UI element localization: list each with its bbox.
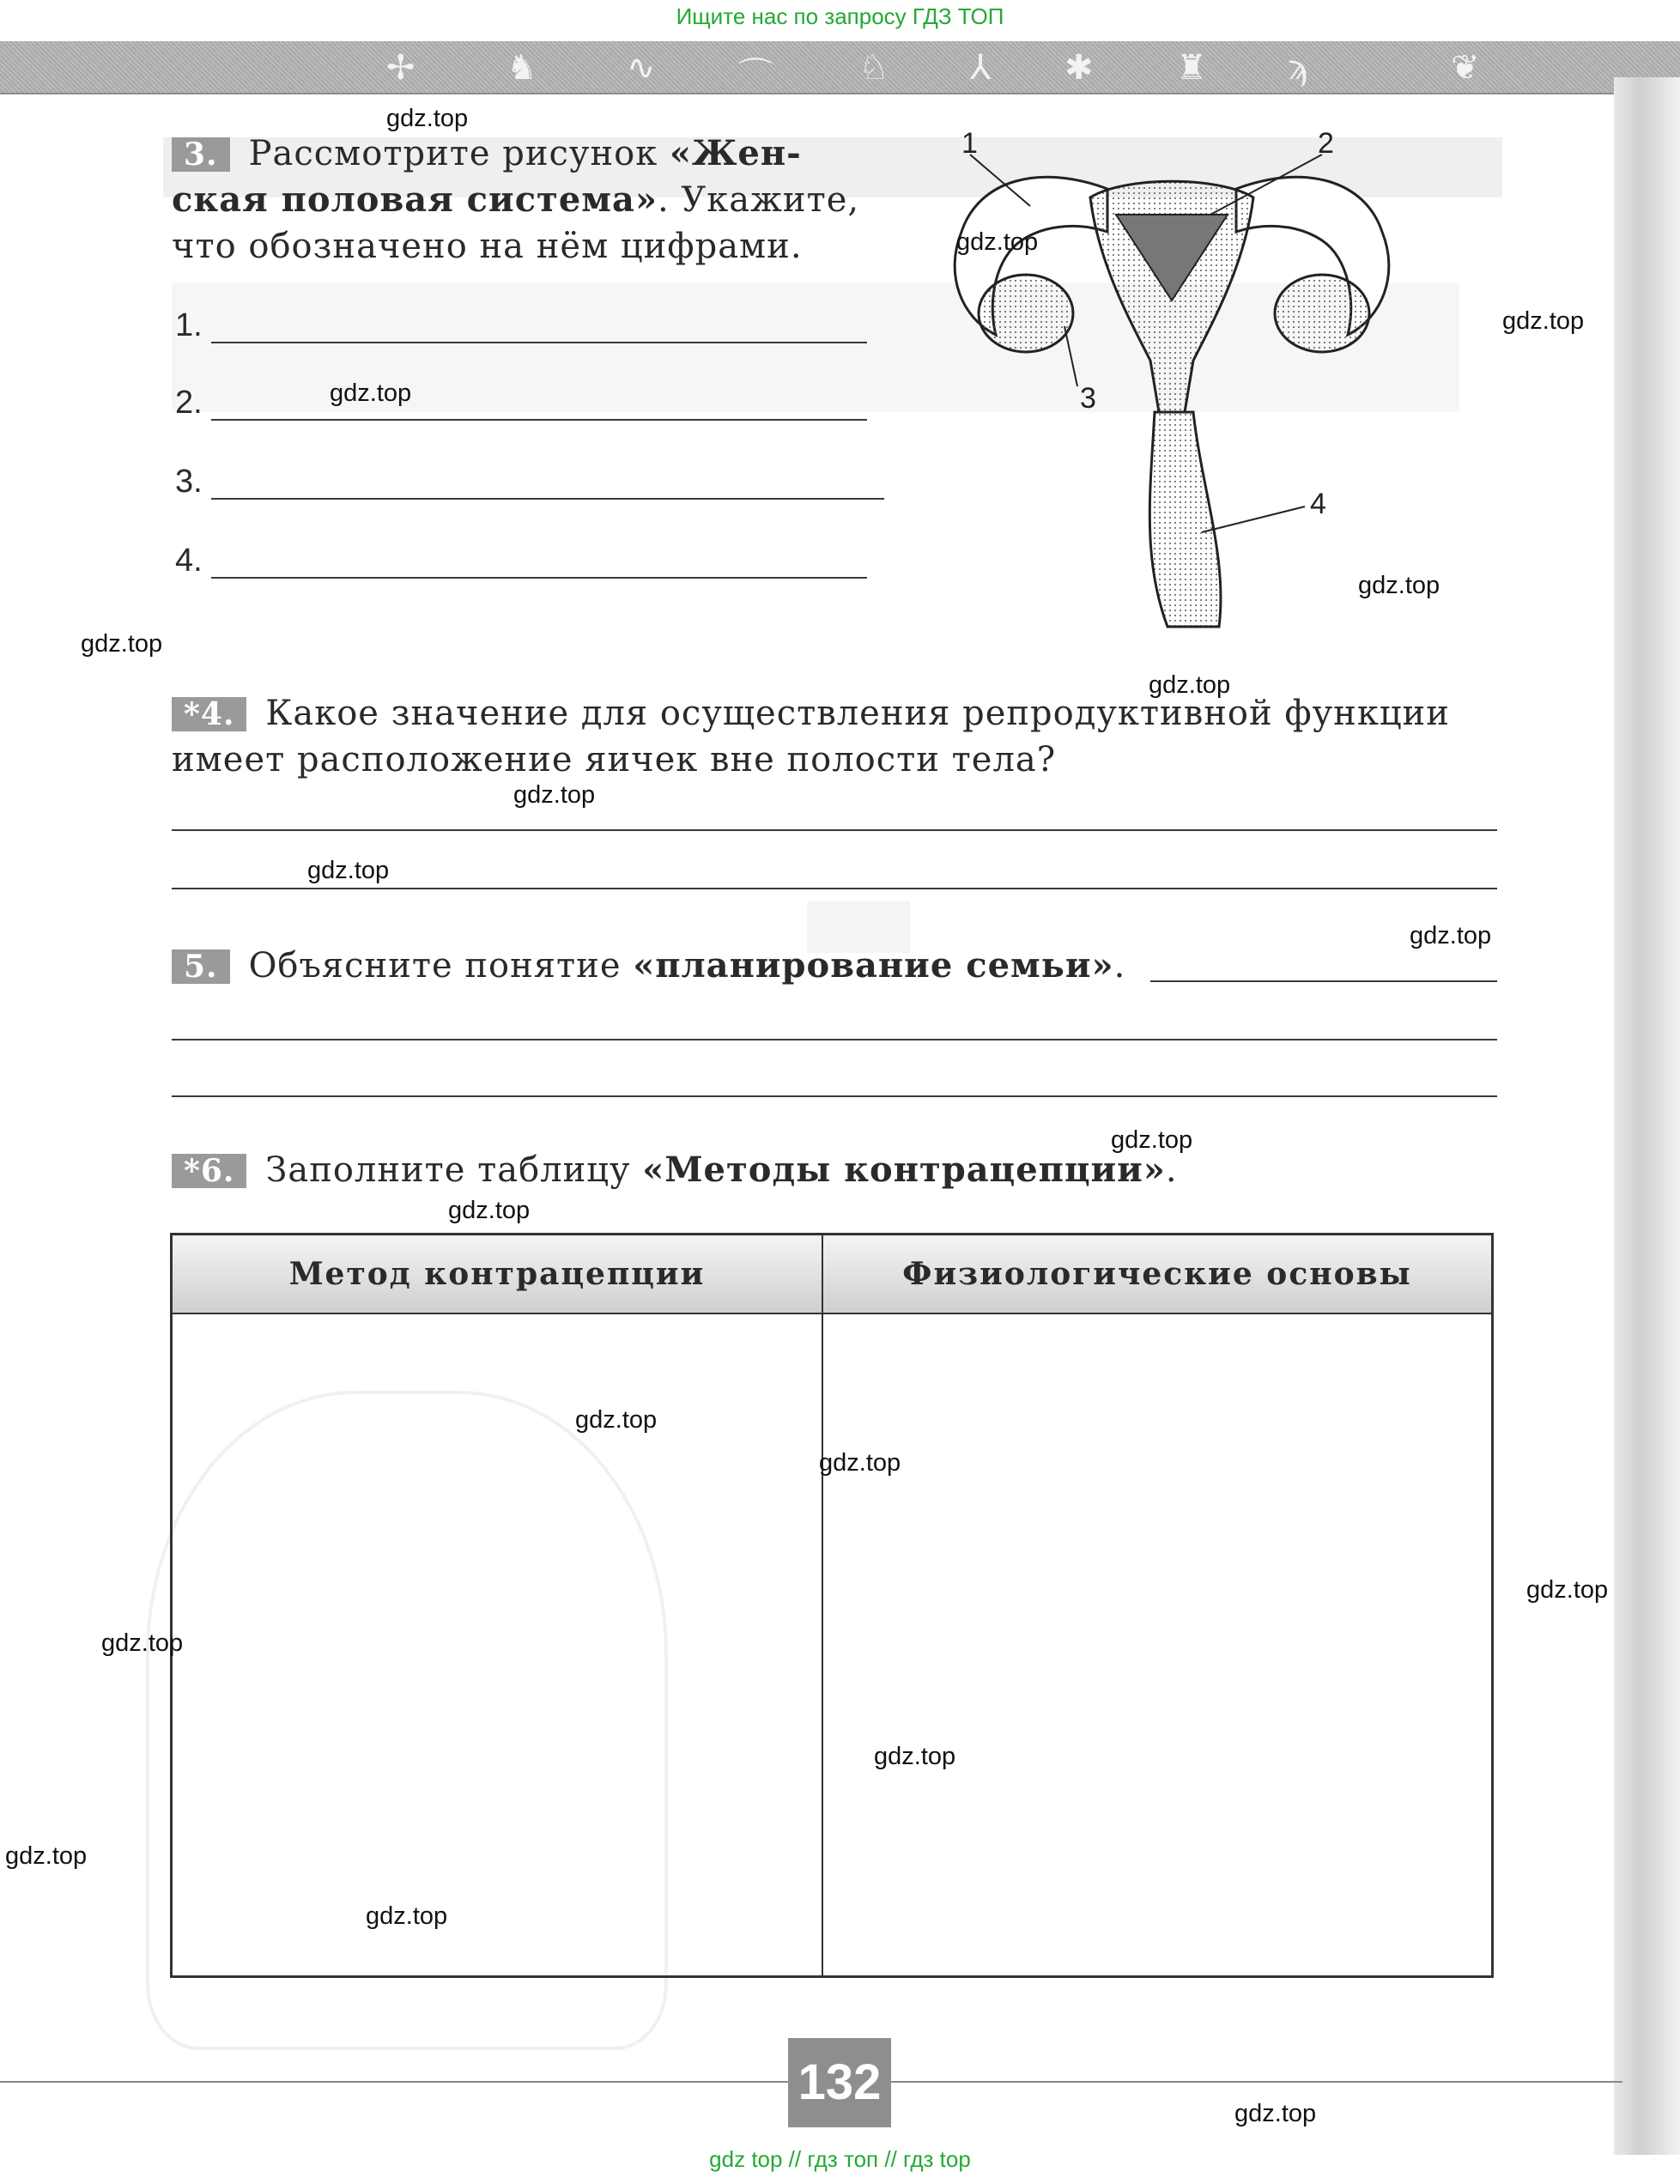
watermark: gdz.top xyxy=(1410,922,1492,949)
watermark: gdz.top xyxy=(386,105,469,132)
horse-icon: ♞ xyxy=(506,48,537,88)
dolphin-icon: ⌒ xyxy=(738,56,773,95)
watermark: gdz.top xyxy=(1149,671,1231,699)
watermark: gdz.top xyxy=(366,1902,448,1930)
question-number-badge: *4. xyxy=(172,697,246,731)
question-5-text: Объясните понятие xyxy=(248,946,634,986)
watermark: gdz.top xyxy=(819,1449,901,1477)
page-curl-edge xyxy=(1614,77,1680,2155)
question-3-line1: Рассмотрите рисунок xyxy=(248,134,670,173)
watermark: gdz.top xyxy=(307,857,390,884)
watermark: gdz.top xyxy=(448,1197,531,1224)
answer-line[interactable] xyxy=(172,829,1497,831)
question-number-badge: 3. xyxy=(172,137,230,172)
table-row xyxy=(172,1313,1493,1977)
answer-number: 2. xyxy=(175,385,203,421)
column-header-physiology: Физиологические основы xyxy=(822,1235,1493,1314)
watermark: gdz.top xyxy=(956,228,1039,256)
question-5 xyxy=(172,943,1202,989)
insect-icon: ✱ xyxy=(1064,48,1094,88)
footer-links[interactable]: gdz top // гдз топ // гдз top xyxy=(709,2146,971,2172)
answer-line[interactable] xyxy=(172,888,1497,889)
table-cell-method[interactable] xyxy=(172,1313,823,1977)
question-4 xyxy=(172,690,1511,783)
bull-icon: ♜ xyxy=(1176,48,1207,88)
figure-label-2: 2 xyxy=(1318,129,1334,160)
watermark: gdz.top xyxy=(1358,572,1440,599)
question-3-figure-title-a: «Жен- xyxy=(669,133,802,173)
figure-label-3: 3 xyxy=(1080,382,1096,415)
answer-number: 3. xyxy=(175,464,203,500)
kangaroo-icon: ⅄ xyxy=(970,48,992,88)
watermark: gdz.top xyxy=(330,379,412,407)
question-4-line2: имеет расположение яичек вне полости тела? xyxy=(172,740,1057,780)
page-number: 132 xyxy=(788,2038,891,2127)
question-6 xyxy=(172,1147,1459,1193)
question-3 xyxy=(172,130,944,270)
question-5-term: «планирование семьи» xyxy=(633,945,1114,986)
watermark: gdz.top xyxy=(101,1629,184,1657)
question-number-badge: 5. xyxy=(172,949,230,984)
contraception-methods-table xyxy=(170,1233,1494,1978)
figure-label-1: 1 xyxy=(961,129,978,160)
answer-number: 1. xyxy=(175,307,203,343)
answer-line[interactable] xyxy=(211,419,867,421)
answer-line[interactable] xyxy=(211,577,867,579)
question-3-figure-title-b: ская половая система» xyxy=(172,179,658,220)
question-6-term: «Методы контрацепции» xyxy=(642,1150,1166,1190)
lizard-icon: ∿ xyxy=(627,48,656,88)
butterfly-icon: ❦ xyxy=(1451,48,1480,88)
header-banner xyxy=(0,41,1680,94)
top-search-link[interactable]: Ищите нас по запросу ГДЗ ТОП xyxy=(676,3,1004,29)
question-6-period: . xyxy=(1165,1150,1178,1190)
answer-line[interactable] xyxy=(211,498,884,500)
table-header-row xyxy=(172,1235,1493,1314)
question-3-line2: . Укажите, xyxy=(657,180,860,220)
question-number-badge: *6. xyxy=(172,1154,246,1188)
watermark: gdz.top xyxy=(575,1406,658,1434)
answer-number: 4. xyxy=(175,543,203,579)
question-4-line1: Какое значение для осуществления репродуктивной функции xyxy=(265,694,1450,733)
question-6-text: Заполните таблицу xyxy=(265,1150,643,1190)
watermark: gdz.top xyxy=(1234,2100,1317,2127)
table-cell-physiology[interactable] xyxy=(822,1313,1493,1977)
watermark: gdz.top xyxy=(1502,307,1585,335)
answer-line[interactable] xyxy=(172,1039,1497,1040)
figure-label-4: 4 xyxy=(1310,488,1326,520)
answer-line[interactable] xyxy=(211,342,867,343)
scorpion-icon: ✢ xyxy=(386,48,415,88)
female-reproductive-system-figure xyxy=(910,129,1408,644)
watermark: gdz.top xyxy=(513,781,596,809)
answer-line[interactable] xyxy=(172,1095,1497,1097)
watermark: gdz.top xyxy=(1111,1126,1193,1154)
question-5-period: . xyxy=(1113,946,1126,986)
watermark: gdz.top xyxy=(5,1842,88,1870)
watermark: gdz.top xyxy=(874,1743,956,1770)
watermark: gdz.top xyxy=(81,630,163,658)
moose-icon: ♘ xyxy=(858,48,889,88)
question-3-line3: что обозначено на нём цифрами. xyxy=(172,227,803,266)
watermark: gdz.top xyxy=(1526,1576,1609,1604)
mouse-icon: ϡ xyxy=(1288,48,1308,88)
column-header-method: Метод контрацепции xyxy=(172,1235,823,1314)
answer-line[interactable] xyxy=(1150,980,1497,982)
